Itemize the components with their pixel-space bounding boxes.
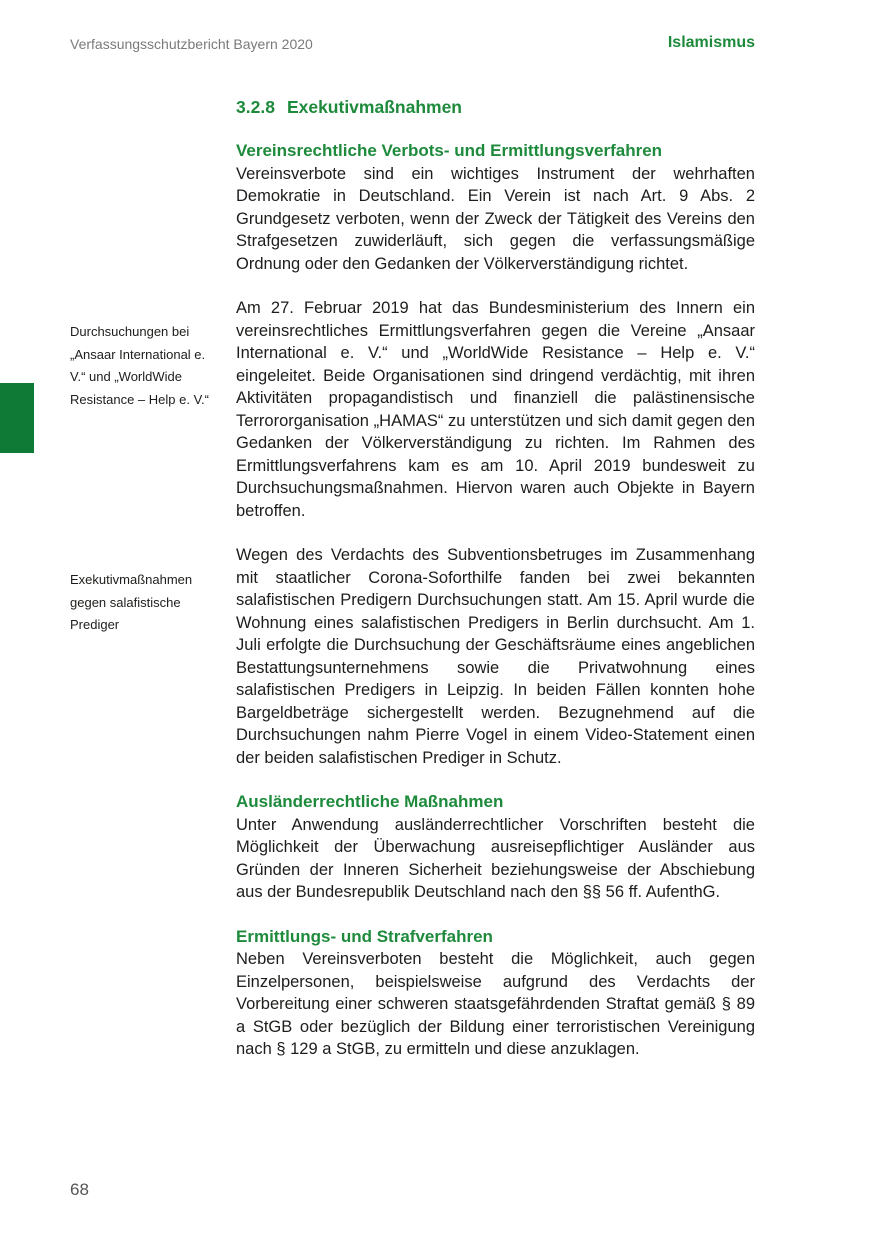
chapter-tab-marker bbox=[0, 383, 34, 453]
margin-note-prediger: Exekutivmaßnahmen gegen salafistische Prediger bbox=[70, 572, 193, 632]
section-number: 3.2.8 bbox=[236, 97, 275, 117]
subheading-auslaender: Ausländerrechtliche Maßnahmen bbox=[236, 792, 504, 811]
margin-note-durchsuchungen: Durchsuchungen bei „Ansaar International e. V.“ und „WorldWide Resistance – Help e. V.“ bbox=[70, 324, 209, 407]
paragraph-vereinsrecht: Vereinsverbote sind ein wichtiges Instrument der wehrhaften Demokratie in Deutschland. Ein Verein ist nach Art. 9 Abs. 2 Grundgesetz verboten, wenn der Zweck der Tätigkeit des Vereins den Strafgesetzen zuwiderläuft, sich gegen die verfassungsmäßige Ordnung oder den Gedanken der Völkerverständigung richtet. bbox=[236, 164, 755, 273]
page-number: 68 bbox=[70, 1180, 89, 1199]
running-header-left: Verfassungsschutzbericht Bayern 2020 bbox=[70, 36, 313, 52]
paragraph-durchsuchungen: Am 27. Februar 2019 hat das Bundesministerium des Innern ein vereinsrechtliches Ermittlungsverfahren gegen die Vereine „Ansaar International e. V.“ und „WorldWide Resistance – Help e. V.“ eingeleitet. Beide Organisationen sind dringend verdächtig, mit ihren Aktivitäten propagandistisch und finanziell die palästinensische Terrororganisation „HAMAS“ zu unterstützen und sich damit gegen den Gedanken der Völkerverständigung zu richten. Im Rahmen des Ermittlungsverfahrens kam es am 10. April 2019 bundesweit zu Durchsuchungsmaßnahmen. Hiervon waren auch Objekte in Bayern betroffen. bbox=[236, 299, 755, 520]
subheading-straf: Ermittlungs- und Strafverfahren bbox=[236, 926, 493, 946]
subheading-vereinsrecht: Vereinsrechtliche Verbots- und Ermittlungsverfahren bbox=[236, 141, 663, 160]
running-header-section: Islamismus bbox=[667, 34, 755, 51]
section-title: Exekutivmaßnahmen bbox=[286, 97, 462, 117]
main-column bbox=[236, 96, 755, 1061]
paragraph-auslaender: Unter Anwendung ausländerrechtlicher Vorschriften besteht die Möglichkeit der Überwachung ausreisepflichtiger Ausländer aus Gründen der Inneren Sicherheit beziehungsweise der Abschiebung aus der Bundesrepublik Deutschland nach den §§ 56 ff. AufenthG. bbox=[236, 815, 755, 901]
section-heading bbox=[236, 96, 755, 118]
paragraph-prediger: Wegen des Verdachts des Subventionsbetruges im Zusammenhang mit staatlicher Corona-Soforthilfe fanden bei zwei bekannten salafistischen Predigern Durchsuchungen statt. Am 15. April wurde die Wohnung eines salafistischen Predigers in Berlin durchsucht. Am 1. Juli erfolgte die Durchsuchung der Geschäftsräume eines angeblichen Bestattungsunternehmens sowie die Privatwohnung eines salafistischen Predigers in Leipzig. In beiden Fällen konnten hohe Bargeldbeträge sichergestellt werden. Bezugnehmend auf die Durchsuchungen nahm Pierre Vogel in einem Video-Statement einen der beiden salafistischen Prediger in Schutz. bbox=[236, 546, 755, 767]
paragraph-straf: Neben Vereinsverboten besteht die Möglichkeit, auch gegen Einzelpersonen, beispielsweise aufgrund des Verdachts der Vorbereitung einer schweren staatsgefährdenden Straftat gemäß § 89 a StGB oder bezüglich der Bildung einer terroristischen Vereinigung nach § 129 a StGB, zu ermitteln und diese anzuklagen. bbox=[236, 950, 755, 1058]
